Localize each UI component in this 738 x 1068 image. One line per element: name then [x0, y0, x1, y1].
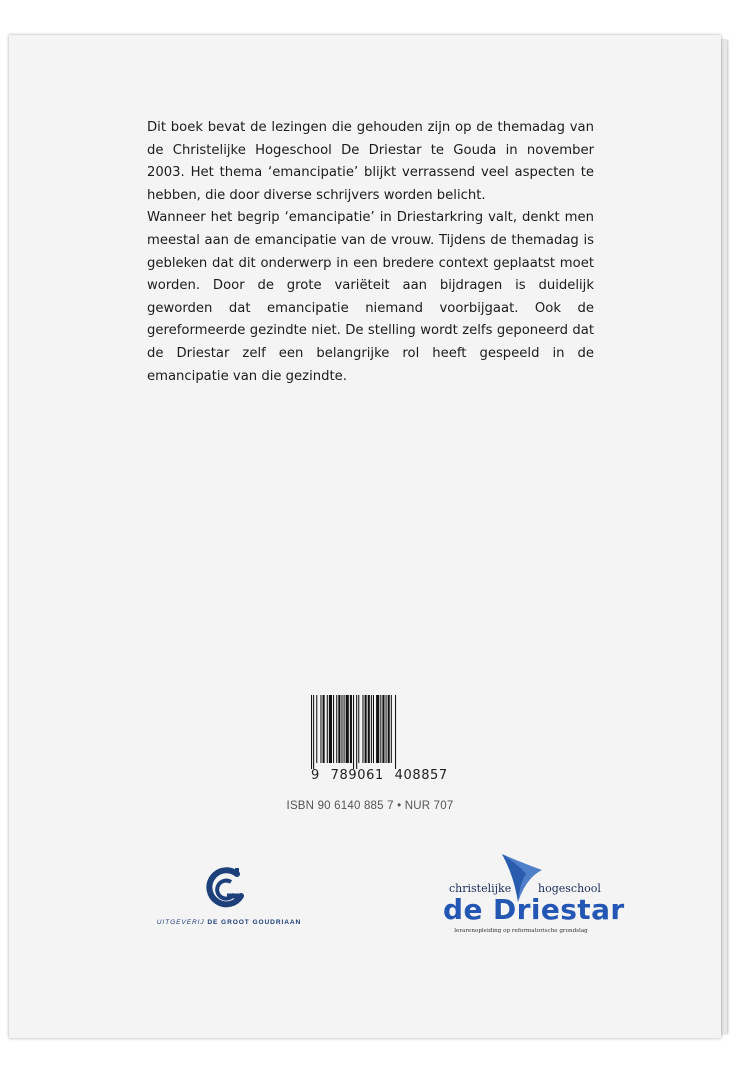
barcode-bar: [344, 695, 345, 763]
barcode: [309, 695, 441, 769]
back-cover-blurb: [147, 117, 594, 388]
barcode-bar: [376, 695, 379, 763]
barcode-digit-lead: 9: [311, 768, 320, 783]
barcode-bar: [346, 695, 349, 763]
barcode-bar: [356, 695, 357, 769]
barcode-bar: [350, 695, 352, 763]
barcode-bar: [341, 695, 342, 763]
publisher-prefix: UITGEVERIJ: [156, 919, 205, 926]
barcode-bar: [316, 695, 317, 763]
barcode-bar: [395, 695, 396, 769]
barcode-bar: [323, 695, 325, 763]
school-word-left: christelijke: [449, 882, 512, 895]
barcode-number: [311, 768, 448, 783]
barcode-bar: [311, 695, 312, 769]
barcode-bar: [365, 695, 367, 763]
barcode-bar: [380, 695, 381, 763]
publisher-logo-icon: [197, 866, 257, 914]
barcode-digits-left: 789061: [330, 768, 384, 783]
blurb-paragraph-2: Wanneer het begrip ‘emancipatie’ in Driestarkring valt, denkt men meestal aan de emancipatie van de vrouw. Tijdens de themadag is gebleken dat dit onderwerp in een bredere context geplaatst moet worden. Door de grote variëteit aan bijdragen is duidelijk geworden dat emancipatie niemand voorbijgaat. Ook de gereformeerde gezindte niet. De stelling wordt zelfs geponeerd dat de Driestar zelf een belangrijke rol heeft gespeeld in de emancipatie van die gezindte.: [147, 210, 594, 384]
barcode-bar: [327, 695, 328, 763]
barcode-bar: [333, 695, 334, 763]
publisher-name: [136, 919, 322, 926]
barcode-bar: [336, 695, 337, 763]
barcode-bar: [382, 695, 384, 763]
blurb-paragraph-1: Dit boek bevat de lezingen die gehouden zijn op de themadag van de Christelijke Hogeschool De Driestar te Gouda in november 2003. Het thema ‘emancipatie’ blijkt verrassend veel aspecten te hebben, die door diverse schrijvers worden belicht.: [147, 120, 594, 203]
barcode-bar: [362, 695, 363, 763]
barcode-bar: [368, 695, 370, 763]
school-word-right: hogeschool: [538, 882, 601, 895]
publisher-main-name: DE GROOT GOUDRIAAN: [207, 919, 302, 926]
school-name: de Driestar: [443, 893, 625, 926]
barcode-digits-right: 408857: [394, 768, 448, 783]
barcode-bar: [353, 695, 354, 769]
barcode-bar: [313, 695, 314, 769]
barcode-bar: [373, 695, 374, 763]
barcode-bar: [320, 695, 321, 763]
barcode-bars: [309, 695, 441, 769]
barcode-bar: [388, 695, 390, 763]
isbn-line: ISBN 90 6140 885 7 • NUR 707: [286, 800, 454, 812]
barcode-bar: [391, 695, 392, 763]
barcode-bar: [329, 695, 332, 763]
barcode-bar: [371, 695, 372, 763]
barcode-bar: [338, 695, 340, 763]
school-subtitle: lerarenopleiding op reformatorische grondslag: [454, 928, 588, 934]
barcode-bar: [386, 695, 387, 763]
barcode-bar: [358, 695, 359, 763]
